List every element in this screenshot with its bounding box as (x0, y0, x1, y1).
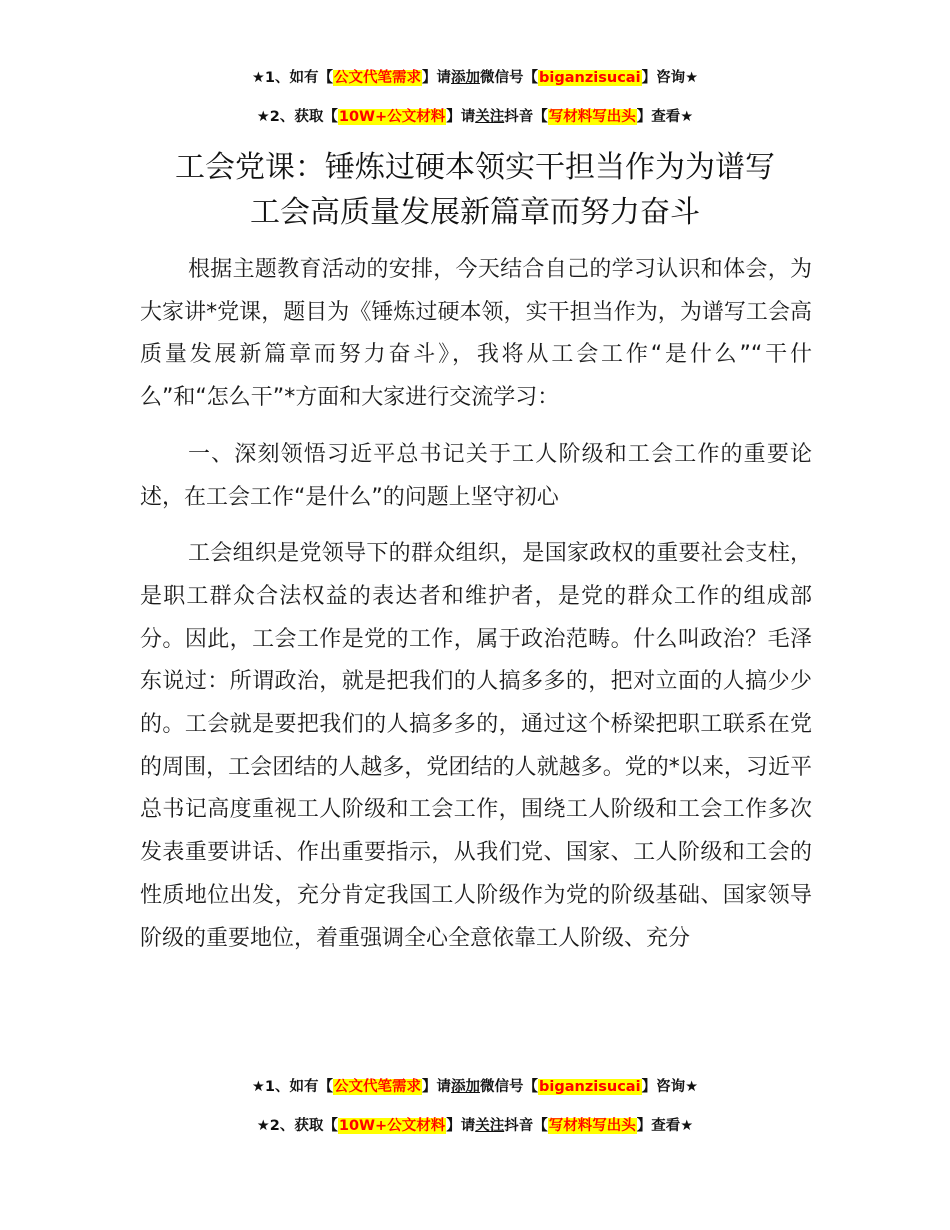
promo-bracket: 【 (318, 70, 334, 86)
promo-underline-follow: 关注 (475, 109, 505, 125)
footer-promo-line-1 (0, 1077, 950, 1097)
document-body (140, 249, 812, 960)
document-title-line-2: 工会高质量发展新篇章而努力奋斗 (250, 195, 700, 230)
promo-bracket: 【 (523, 1079, 539, 1095)
promo-text: ★1、如有 (251, 70, 319, 86)
promo-text: 】查看★ (636, 109, 694, 125)
promo-highlight-wechat-id: biganzisucai (539, 70, 641, 86)
document-title-line-1: 工会党课：锤炼过硬本领实干担当作为为谱写 (175, 150, 775, 185)
promo-bracket: 】请 (422, 1079, 452, 1095)
promo-bracket: 】请 (422, 70, 452, 86)
promo-highlight-materials: 10W+公文材料 (338, 109, 446, 125)
promo-text: 抖音 (504, 1118, 534, 1134)
promo-text: 微信号 (480, 1079, 524, 1095)
promo-bracket: 】请 (446, 1118, 476, 1134)
paragraph-body: 工会组织是党领导下的群众组织，是国家政权的重要社会支柱，是职工群众合法权益的表达者和维护者，是党的群众工作的组成部分。因此，工会工作是党的工作，属于政治范畴。什么叫政治？毛泽东说过：所谓政治，就是把我们的人搞多多的，把对立面的人搞少少的。工会就是要把我们的人搞多多的，通过这个桥梁把职工联系在党的周围，工会团结的人越多，党团结的人就越多。党的*以来，习近平总书记高度重视工人阶级和工会工作，围绕工人阶级和工会工作多次发表重要讲话、作出重要指示，从我们党、国家、工人阶级和工会的性质地位出发，充分肯定我国工人阶级作为党的阶级基础、国家领导阶级的重要地位，着重强调全心全意依靠工人阶级、充分 (140, 541, 812, 951)
promo-highlight-douyin-account: 写材料写出头 (548, 109, 636, 125)
promo-text: 】咨询★ (641, 70, 699, 86)
paragraph-intro: 根据主题教育活动的安排，今天结合自己的学习认识和体会，为大家讲*党课，题目为《锤炼过硬本领，实干担当作为，为谱写工会高质量发展新篇章而努力奋斗》，我将从工会工作“是什么”“干什么”和“怎么干”*方面和大家进行交流学习： (140, 257, 812, 411)
header-promo-line-2 (0, 107, 950, 127)
promo-bracket: 【 (533, 1118, 548, 1134)
promo-text: ★1、如有 (251, 1079, 319, 1095)
promo-text: 抖音 (504, 109, 534, 125)
promo-text: 微信号 (480, 70, 524, 86)
paragraph-section-heading: 一、深刻领悟习近平总书记关于工人阶级和工会工作的重要论述，在工会工作“是什么”的问题上坚守初心 (140, 441, 812, 510)
promo-text: ★2、获取 (256, 1118, 324, 1134)
promo-bracket: 】请 (446, 109, 476, 125)
promo-bracket: 【 (533, 109, 548, 125)
promo-bracket: 【 (323, 1118, 338, 1134)
promo-highlight-douyin-account: 写材料写出头 (548, 1118, 636, 1134)
promo-highlight-materials: 10W+公文材料 (338, 1118, 446, 1134)
promo-underline-add: 添加 (451, 70, 481, 86)
promo-highlight-wechat-id: biganzisucai (539, 1079, 641, 1095)
promo-bracket: 【 (318, 1079, 334, 1095)
promo-text: 】咨询★ (641, 1079, 699, 1095)
promo-underline-add: 添加 (451, 1079, 481, 1095)
promo-text: 】查看★ (636, 1118, 694, 1134)
promo-bracket: 【 (523, 70, 539, 86)
header-promo-line-1 (0, 68, 950, 88)
footer-promo-line-2 (0, 1116, 950, 1136)
promo-text: ★2、获取 (256, 109, 324, 125)
promo-underline-follow: 关注 (475, 1118, 505, 1134)
promo-bracket: 【 (323, 109, 338, 125)
promo-highlight-service: 公文代笔需求 (334, 70, 422, 86)
promo-highlight-service: 公文代笔需求 (334, 1079, 422, 1095)
